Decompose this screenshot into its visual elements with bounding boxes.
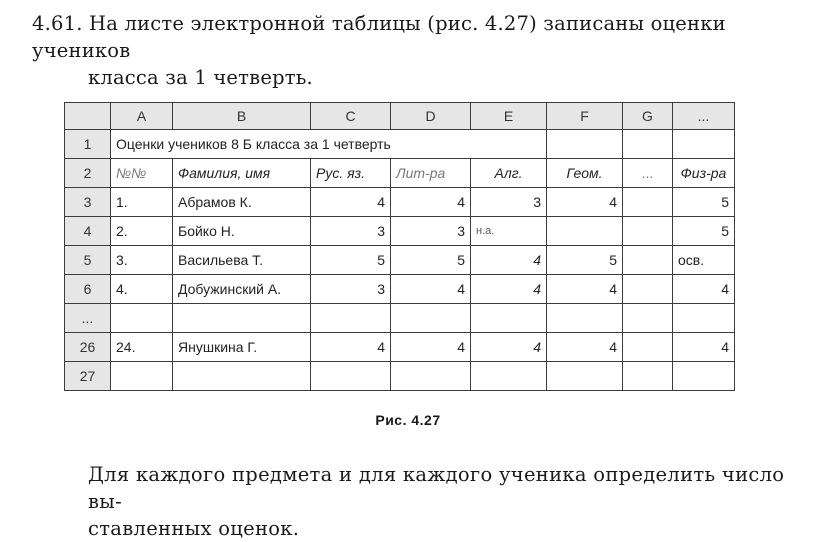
cell-d <box>391 304 471 333</box>
cell-g <box>623 333 673 362</box>
header-literature-cell: Лит-ра <box>391 159 471 188</box>
cell-g <box>623 188 673 217</box>
column-header-a: A <box>111 103 173 130</box>
cell-f: 4 <box>547 333 623 362</box>
cell-h <box>673 304 735 333</box>
table-row <box>65 362 735 391</box>
cell-name: Добужинский А. <box>173 275 311 304</box>
cell-num: 2. <box>111 217 173 246</box>
cell-g <box>623 362 673 391</box>
row-header: 1 <box>65 130 111 159</box>
header-algebra-cell: Алг. <box>471 159 547 188</box>
cell-g <box>623 275 673 304</box>
cell-c: 4 <box>311 188 391 217</box>
table-row <box>65 217 735 246</box>
table-row <box>65 275 735 304</box>
cell-name: Янушкина Г. <box>173 333 311 362</box>
cell-g <box>623 304 673 333</box>
header-num-cell: №№ <box>111 159 173 188</box>
column-header-more: ... <box>673 103 735 130</box>
cell-f <box>547 304 623 333</box>
cell-c: 4 <box>311 333 391 362</box>
cell-e: 4 <box>471 246 547 275</box>
table-row <box>65 304 735 333</box>
row-header: 5 <box>65 246 111 275</box>
cell-c <box>311 304 391 333</box>
table-row <box>65 130 735 159</box>
column-header-row <box>65 103 735 130</box>
column-header-b: B <box>173 103 311 130</box>
header-name-cell: Фамилия, имя <box>173 159 311 188</box>
task-text <box>88 461 788 542</box>
cell-d: 5 <box>391 246 471 275</box>
header-more-cell: ... <box>623 159 673 188</box>
cell-name: Бойко Н. <box>173 217 311 246</box>
cell <box>547 130 623 159</box>
cell-c <box>311 362 391 391</box>
cell <box>623 130 673 159</box>
row-header: 2 <box>65 159 111 188</box>
column-header-g: G <box>623 103 673 130</box>
cell-h: осв. <box>673 246 735 275</box>
figure-caption: Рис. 4.27 <box>375 412 441 428</box>
cell-f: 4 <box>547 275 623 304</box>
table-row <box>65 159 735 188</box>
cell-f: 4 <box>547 188 623 217</box>
table-row <box>65 333 735 362</box>
column-header-d: D <box>391 103 471 130</box>
row-header: 6 <box>65 275 111 304</box>
cell-d: 3 <box>391 217 471 246</box>
cell-e: 4 <box>471 333 547 362</box>
cell-h: 5 <box>673 217 735 246</box>
cell-h: 4 <box>673 333 735 362</box>
row-header: 4 <box>65 217 111 246</box>
cell-h <box>673 362 735 391</box>
problem-text-line1: На листе электронной таблицы (рис. 4.27) записаны оценки учеников <box>32 12 726 62</box>
cell-e <box>471 304 547 333</box>
problem-number: 4.61. <box>32 12 83 35</box>
cell-g <box>623 246 673 275</box>
cell-num: 24. <box>111 333 173 362</box>
problem-statement <box>32 10 792 91</box>
row-header: 26 <box>65 333 111 362</box>
cell-c: 3 <box>311 217 391 246</box>
table-row <box>65 188 735 217</box>
header-pe-cell: Физ-ра <box>673 159 735 188</box>
row-header: 3 <box>65 188 111 217</box>
cell-h: 4 <box>673 275 735 304</box>
problem-text-line2: класса за 1 четверть. <box>88 66 313 89</box>
task-text-line1: Для каждого предмета и для каждого ученика определить число вы- <box>88 463 785 513</box>
cell-f <box>547 217 623 246</box>
cell-f: 5 <box>547 246 623 275</box>
cell-d: 4 <box>391 333 471 362</box>
row-header: 27 <box>65 362 111 391</box>
column-header-f: F <box>547 103 623 130</box>
cell-e: н.а. <box>471 217 547 246</box>
corner-cell <box>65 103 111 130</box>
cell-name <box>173 304 311 333</box>
header-russian-cell: Рус. яз. <box>311 159 391 188</box>
cell-name <box>173 362 311 391</box>
header-geometry-cell: Геом. <box>547 159 623 188</box>
cell <box>673 130 735 159</box>
cell-c: 5 <box>311 246 391 275</box>
cell-h: 5 <box>673 188 735 217</box>
cell-c: 3 <box>311 275 391 304</box>
cell-d <box>391 362 471 391</box>
cell-d: 4 <box>391 275 471 304</box>
cell-num <box>111 362 173 391</box>
cell-e <box>471 362 547 391</box>
task-text-line2: ставленных оценок. <box>88 517 300 540</box>
cell-num: 1. <box>111 188 173 217</box>
cell-num: 4. <box>111 275 173 304</box>
cell-e: 3 <box>471 188 547 217</box>
row-header: ... <box>65 304 111 333</box>
cell-g <box>623 217 673 246</box>
table-title-cell: Оценки учеников 8 Б класса за 1 четверть <box>111 130 547 159</box>
table-row <box>65 246 735 275</box>
cell-f <box>547 362 623 391</box>
cell-e: 4 <box>471 275 547 304</box>
cell-num: 3. <box>111 246 173 275</box>
spreadsheet-figure <box>64 102 735 391</box>
cell-name: Васильева Т. <box>173 246 311 275</box>
cell-name: Абрамов К. <box>173 188 311 217</box>
column-header-c: C <box>311 103 391 130</box>
cell-num <box>111 304 173 333</box>
cell-d: 4 <box>391 188 471 217</box>
column-header-e: E <box>471 103 547 130</box>
